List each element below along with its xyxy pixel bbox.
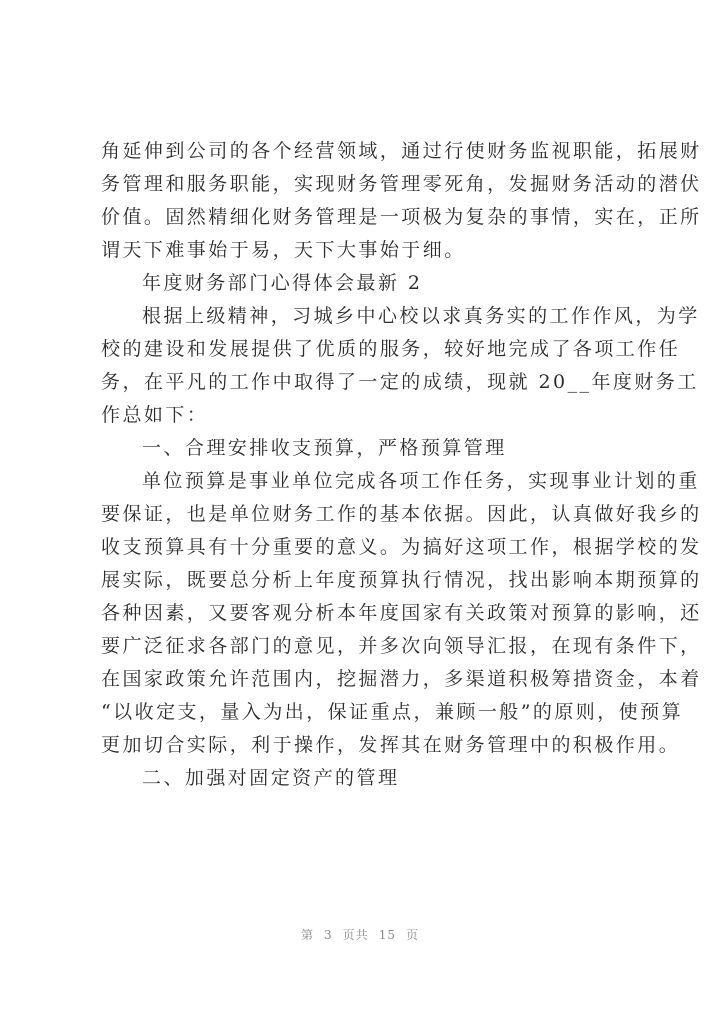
paragraph-line: 要广泛征求各部门的意见，并多次向领导汇报，在现有条件下， — [101, 635, 702, 657]
paragraph-line: 收支预算具有十分重要的意义。为搞好这项工作，根据学校的发 — [101, 536, 702, 558]
paragraph-line: 作总如下： — [101, 404, 209, 426]
paragraph-line: 务管理和服务职能，实现财务管理零死角，发掘财务活动的潜伏 — [101, 173, 702, 195]
paragraph-line: 更加切合实际，利于操作，发挥其在财务管理中的积极作用。 — [101, 734, 681, 756]
paragraph-line: 展实际，既要总分析上年度预算执行情况，找出影响本期预算的 — [101, 569, 702, 591]
subheading: 一、合理安排收支预算，严格预算管理 — [142, 437, 507, 459]
total-pages-number: 15 — [378, 928, 396, 942]
subheading: 二、加强对固定资产的管理 — [142, 767, 400, 789]
paragraph-line: 各种因素，又要客观分析本年度国家有关政策对预算的影响，还 — [101, 602, 702, 624]
footer-middle: 页共 — [342, 928, 369, 942]
paragraph-line: 根据上级精神，习城乡中心校以求真务实的工作作风，为学 — [142, 305, 700, 327]
current-page-number: 3 — [324, 928, 333, 942]
page-footer — [0, 926, 720, 943]
paragraph-line: 价值。固然精细化财务管理是一项极为复杂的事情，实在，正所 — [101, 206, 702, 228]
paragraph-line: 要保证，也是单位财务工作的基本依据。因此，认真做好我乡的 — [101, 503, 702, 525]
section-title: 年度财务部门心得体会最新 2 — [142, 272, 423, 294]
paragraph-line: 单位预算是事业单位完成各项工作任务，实现事业计划的重 — [142, 470, 700, 492]
paragraph-line: 谓天下难事始于易，天下大事始于细。 — [101, 239, 466, 261]
paragraph-line: 务，在平凡的工作中取得了一定的成绩，现就 20__年度财务工 — [101, 371, 699, 393]
document-body — [101, 135, 702, 795]
footer-prefix: 第 — [301, 928, 315, 942]
footer-suffix: 页 — [405, 928, 419, 942]
paragraph-line: 在国家政策允许范围内，挖掘潜力，多渠道积极筹措资金，本着 — [101, 668, 702, 690]
paragraph-line: “以收定支，量入为出，保证重点，兼顾一般”的原则，使预算 — [101, 701, 684, 723]
paragraph-line: 角延伸到公司的各个经营领域，通过行使财务监视职能，拓展财 — [101, 140, 702, 162]
paragraph-line: 校的建设和发展提供了优质的服务，较好地完成了各项工作任 — [101, 338, 681, 360]
